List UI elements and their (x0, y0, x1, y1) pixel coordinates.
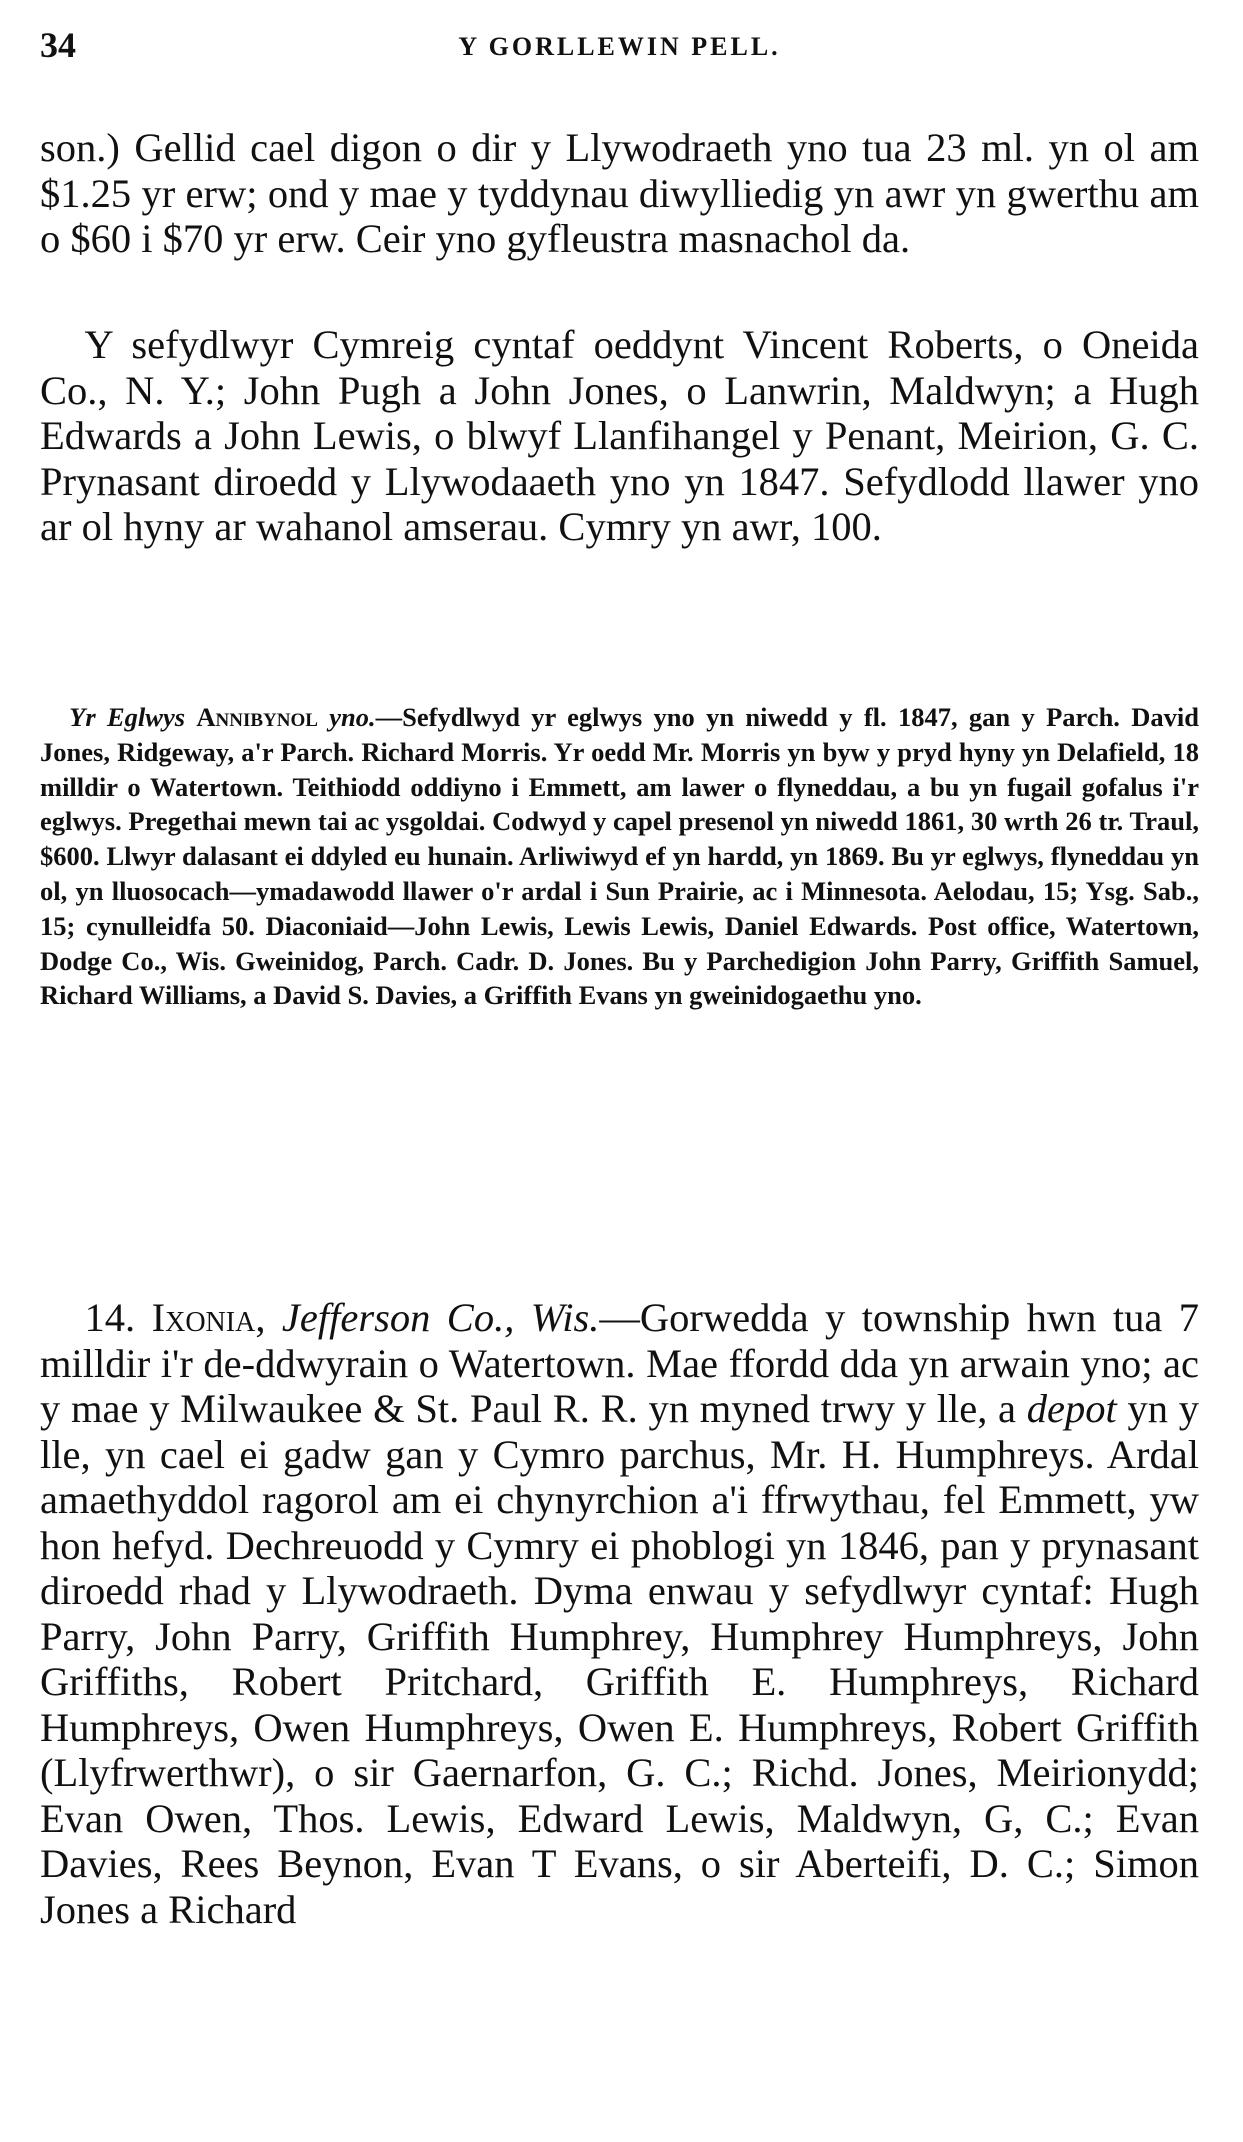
church-body: —Sefydlwyd yr eglwys yno yn niwedd y fl. 1847, gan y Parch. David Jones, Ridgeway, a'r Parch. Richard Morris. Yr oedd Mr. Morris yn byw y pryd hyny yn Delafield, 18 milldir o Watertown. Teithiodd oddiyno i Emmett, am lawer o flyneddau, a bu yn fugail gofalus i'r eglwys. Pregethai mewn tai ac ysgoldai. Codwyd y capel presenol yn niwedd 1861, 30 wrth 26 tr. Traul, $600. Llwyr dalasant ei ddyled eu hunain. Arliwiwyd ef yn hardd, yn 1869. Bu yr eglwys, flyneddau yn ol, yn lluosocach—ymadawodd llawer o'r ardal i Sun Prairie, ac i Minnesota. Aelodau, 15; Ysg. Sab., 15; cynulleidfa 50. Diaconiaid—John Lewis, Lewis Lewis, Daniel Edwards. Post office, Watertown, Dodge Co., Wis. Gweinidog, Parch. Cadr. D. Jones. Bu y Parchedigion John Parry, Griffith Samuel, Richard Williams, a David S. Davies, a Griffith Evans yn gweinidogaethu yno. (40, 702, 1200, 1011)
depot-word: depot (1026, 1386, 1117, 1431)
running-title: Y GORLLEWIN PELL. (458, 32, 781, 61)
paragraph-ixonia (40, 1295, 1199, 1932)
church-lead-italic-2: yno. (329, 702, 376, 732)
section-number: 14. (84, 1295, 136, 1340)
paragraph-independent-church (40, 700, 1199, 1013)
church-lead-italic: Yr Eglwys (69, 702, 186, 732)
running-head (40, 24, 1199, 68)
paragraph-continuation: son.) Gellid cael digon o dir y Llywodraeth yno tua 23 ml. yn ol am $1.25 yr erw; ond y mae y tyddynau diwylliedig yn awr yn gwerthu am o $60 i $70 yr erw. Ceir yno gyfleustra masnachol da. (40, 125, 1199, 261)
ixonia-body-2: yn y lle, yn cael ei gadw gan y Cymro parchus, Mr. H. Humphreys. Ardal amaethyddol ragorol am ei chynyrchion a'i ffrwythau, fel Emmett, yw hon hefyd. Dechreuodd y Cymry ei phoblogi yn 1846, pan y prynasant diroedd rhad y Llywodraeth. Dyma enwau y sefydlwyr cyntaf: Hugh Parry, John Parry, Griffith Humphrey, Humphrey Humphreys, John Griffiths, Robert Pritchard, Griffith E. Humphreys, Richard Humphreys, Owen Humphreys, Owen E. Humphreys, Robert Griffith (Llyfrwerthwr), o sir Gaernarfon, G. C.; Richd. Jones, Meirionydd; Evan Owen, Thos. Lewis, Edward Lewis, Maldwyn, G, C.; Evan Davies, Rees Beynon, Evan T Evans, o sir Aberteifi, D. C.; Simon Jones a Richard (40, 1386, 1200, 1932)
county-name: Jefferson Co., Wis. (281, 1295, 600, 1340)
church-lead-smallcaps: Annibynol (196, 702, 318, 732)
place-name: Ixonia, (151, 1295, 266, 1340)
ixonia-body-1: —Gorwedda y township hwn tua 7 milldir i'r de-ddwyrain o Watertown. Mae ffordd dda yn arwain yno; ac y mae y Milwaukee & St. Paul R. R. yn myned trwy y lle, a (40, 1295, 1200, 1431)
paragraph-first-settlers: Y sefydlwyr Cymreig cyntaf oeddynt Vincent Roberts, o Oneida Co., N. Y.; John Pugh a John Jones, o Lanwrin, Maldwyn; a Hugh Edwards a John Lewis, o blwyf Llanfihangel y Penant, Meirion, G. C. Prynasant diroedd y Llywodaaeth yno yn 1847. Sefydlodd llawer yno ar ol hyny ar wahanol amserau. Cymry yn awr, 100. (40, 322, 1199, 549)
page-number: 34 (40, 25, 76, 65)
